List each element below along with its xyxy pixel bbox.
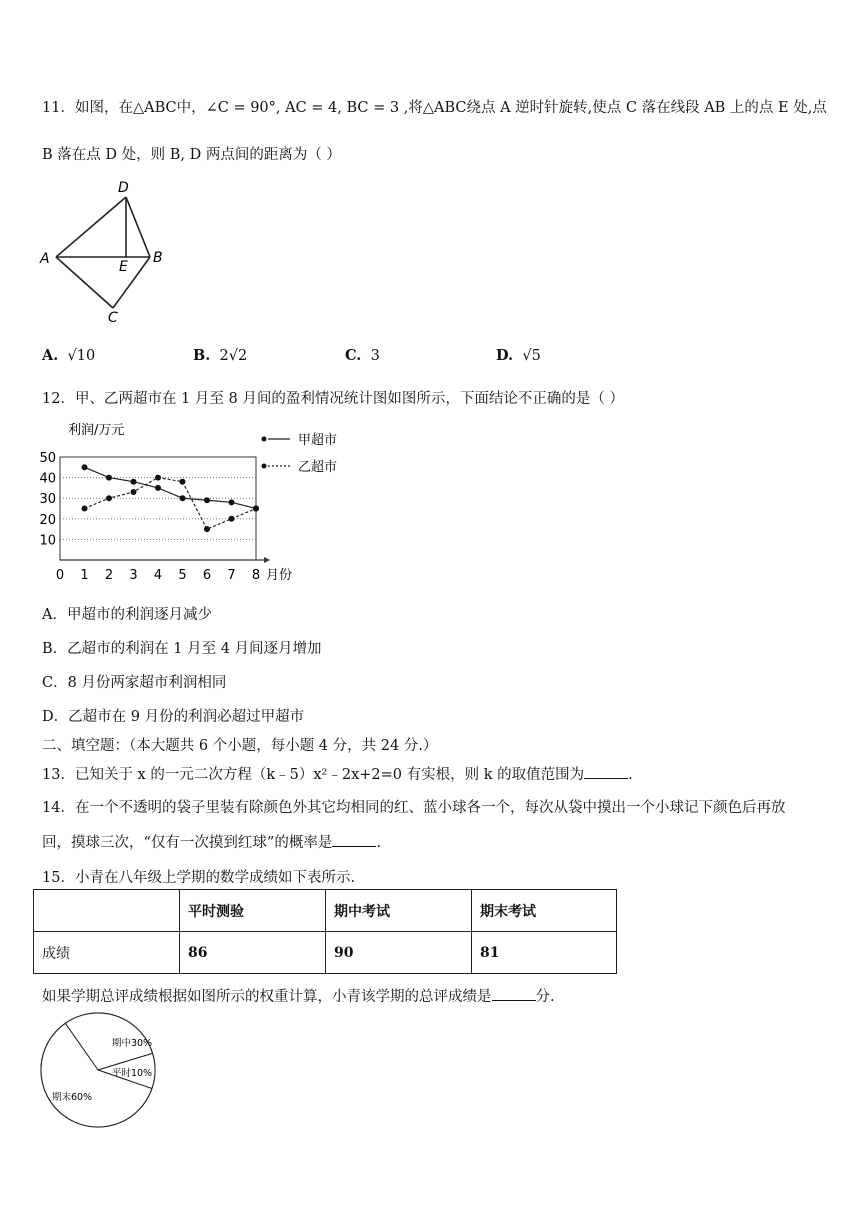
series-2-point	[131, 489, 137, 495]
q11-option-a: A. √10	[42, 347, 96, 364]
legend-label: 甲超市	[298, 433, 338, 448]
table-header-cell: 期末考试	[472, 890, 617, 932]
legend-marker	[262, 437, 267, 442]
label-C: C	[108, 310, 118, 326]
x-tick-label: 5	[178, 568, 187, 583]
q15-stem: 15．小青在八年级上学期的数学成绩如下表所示.	[42, 870, 356, 886]
x-tick-label: 4	[153, 568, 163, 583]
y-tick-label: 40	[39, 471, 56, 487]
table-header-cell	[34, 890, 180, 932]
pie-label: 期中30%	[111, 1038, 153, 1049]
q13-text: 13．已知关于 x 的一元二次方程（k﹣5）x²﹣2x+2=0 有实根，则 k 的取值范围为 .	[42, 763, 633, 784]
q12-option-a: A．甲超市的利润逐月减少	[42, 607, 212, 623]
series-2-point	[82, 506, 88, 512]
q14-line2: 回，摸球三次，“仅有一次摸到红球”的概率是 .	[42, 831, 381, 852]
pie-label: 期末60%	[51, 1092, 93, 1103]
q11-line2: B 落在点 D 处，则 B, D 两点间的距离为（ ）	[42, 147, 341, 163]
q14-line1: 14．在一个不透明的袋子里装有除颜色外其它均相同的红、蓝小球各一个，每次从袋中摸出一个小球记下颜色后再放	[42, 800, 786, 816]
pie-label: 平时10%	[111, 1068, 153, 1079]
series-1-point	[180, 495, 186, 501]
y-tick-label: 50	[39, 451, 56, 466]
series-1-point	[82, 464, 88, 470]
series-2-point	[229, 516, 235, 522]
q11-option-b: B. 2√2	[193, 347, 248, 364]
table-header-cell: 平时测验	[180, 890, 326, 932]
label-A: A	[40, 251, 50, 267]
q11-line1: 11．如图，在△ABC中，∠C = 90°, AC = 4, BC = 3 ,将△ABC绕点 A 逆时针旋转,使点 C 落在线段 AB 上的点 E 处,点	[42, 100, 827, 116]
series-1-point	[155, 485, 161, 491]
legend-marker	[262, 464, 267, 469]
series-2-point	[180, 479, 186, 485]
y-tick-label: 30	[39, 492, 56, 508]
table-cell: 90	[326, 932, 472, 974]
label-D: D	[118, 180, 129, 196]
y-tick-label: 20	[39, 512, 56, 528]
q11-option-d: D. √5	[496, 347, 541, 364]
x-tick-label: 0	[55, 568, 65, 583]
x-axis-label: 月份	[266, 568, 293, 583]
q13-blank	[584, 764, 628, 779]
section2-heading: 二、填空题：（本大题共 6 个小题，每小题 4 分，共 24 分.）	[42, 738, 438, 754]
q12-option-d: D．乙超市在 9 月份的利润必超过甲超市	[42, 709, 305, 725]
label-B: B	[153, 250, 163, 266]
series-1-point	[106, 475, 112, 481]
series-2-point	[155, 475, 161, 481]
series-2-point	[253, 506, 259, 512]
q15-after: 如果学期总评成绩根据如图所示的权重计算，小青该学期的总评成绩是 分.	[42, 985, 555, 1006]
label-E: E	[119, 259, 128, 275]
x-tick-label: 8	[251, 568, 261, 583]
y-axis-label: 利润/万元	[68, 423, 125, 438]
series-1-point	[229, 499, 235, 505]
q12-stem: 12．甲、乙两超市在 1 月至 8 月间的盈利情况统计图如图所示，下面结论不正确的是（ ）	[42, 391, 624, 407]
q15-blank	[492, 986, 536, 1001]
series-1-point	[131, 479, 137, 485]
table-row	[34, 932, 617, 974]
legend-label: 乙超市	[298, 460, 338, 475]
profit-line-chart	[36, 415, 366, 590]
table-cell: 81	[472, 932, 617, 974]
weight-pie-chart	[38, 1010, 168, 1140]
x-tick-label: 7	[227, 568, 236, 583]
table-header-cell: 期中考试	[326, 890, 472, 932]
q12-option-c: C．8 月份两家超市利润相同	[42, 675, 227, 691]
x-tick-label: 3	[129, 568, 138, 583]
scores-table	[33, 889, 617, 974]
y-tick-label: 10	[39, 533, 56, 549]
q12-option-b: B．乙超市的利润在 1 月至 4 月间逐月增加	[42, 641, 322, 657]
q11-option-c: C. 3	[345, 347, 380, 364]
table-cell: 86	[180, 932, 326, 974]
x-tick-label: 2	[104, 568, 114, 583]
x-axis-arrow	[264, 557, 270, 563]
plot-frame	[60, 457, 256, 560]
x-tick-label: 6	[202, 568, 212, 583]
q14-blank	[332, 832, 376, 847]
table-cell: 成绩	[34, 932, 180, 974]
x-tick-label: 1	[80, 568, 89, 583]
q11-figure	[36, 176, 176, 326]
table-header-row	[34, 890, 617, 932]
series-2-point	[204, 526, 210, 532]
series-2-point	[106, 495, 112, 501]
series-1-point	[204, 497, 210, 503]
